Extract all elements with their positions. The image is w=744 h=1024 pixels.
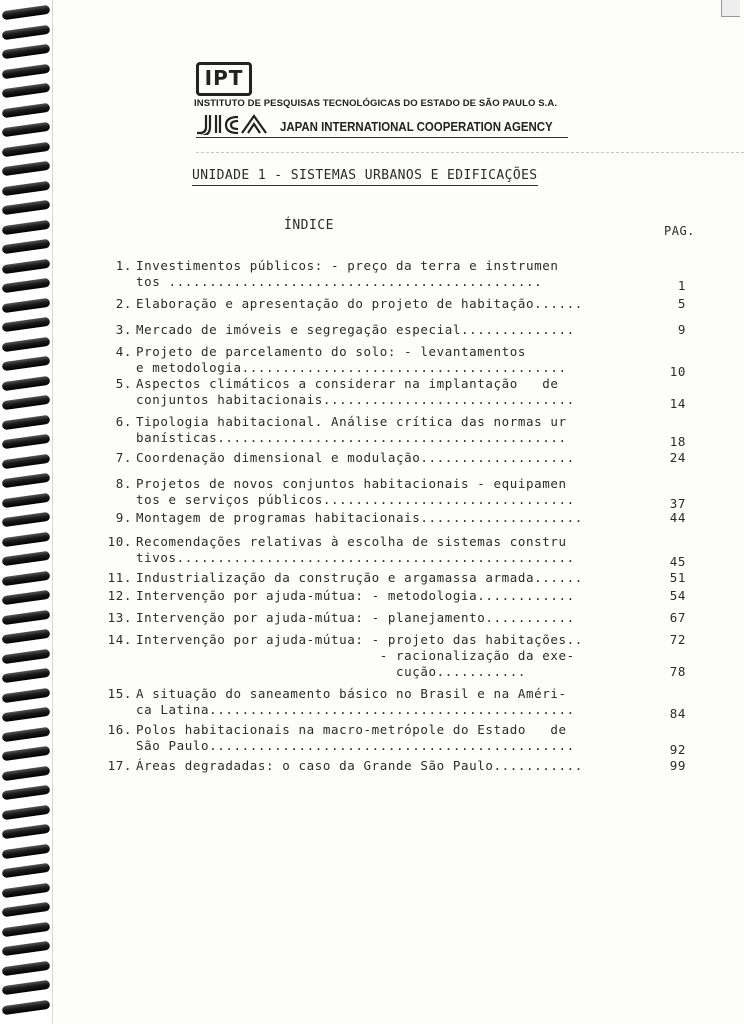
- toc-entry-number: 10.: [107, 534, 132, 549]
- jica-agency-name: JAPAN INTERNATIONAL COOPERATION AGENCY: [280, 119, 553, 134]
- toc-entry-number: 2.: [115, 296, 132, 311]
- binding-coil: [2, 44, 51, 60]
- toc-entry-line: tos e serviços públicos...............................: [136, 492, 575, 507]
- toc-entry-number: 5.: [115, 376, 132, 391]
- binding-coil: [2, 375, 51, 391]
- binding-coil: [2, 239, 51, 255]
- toc-entry-title: [136, 476, 636, 508]
- toc-entry-line: Coordenação dimensional e modulação...................: [136, 450, 575, 465]
- binding-coil: [2, 414, 51, 430]
- binding-coil: [2, 960, 51, 976]
- binding-coil: [2, 492, 51, 508]
- binding-coil: [2, 570, 51, 586]
- binding-coil: [2, 258, 51, 274]
- toc-entry-title: [136, 570, 636, 586]
- binding-coil: [2, 395, 51, 411]
- toc-entry-line: cução...........: [136, 664, 527, 679]
- toc-entry-page: 44: [669, 510, 686, 525]
- toc-entry-number: 15.: [107, 686, 132, 701]
- toc-entry-line: São Paulo.............................................: [136, 738, 575, 753]
- binding-coil: [2, 882, 51, 898]
- toc-entry-title: [136, 450, 636, 466]
- toc-entry-number: 8.: [115, 476, 132, 491]
- toc-entry-title: [136, 722, 636, 754]
- binding-coil: [2, 122, 51, 138]
- toc-entry-title: [136, 414, 636, 446]
- toc-entry-line: A situação do saneamento básico no Brasil e na Améri-: [136, 686, 567, 701]
- toc-entry-number: 9.: [115, 510, 132, 525]
- toc-entry-number: 11.: [107, 570, 132, 585]
- toc-entry-line: Investimentos públicos: - preço da terra e instrumen: [136, 258, 559, 273]
- toc-entry-line: - racionalização da exe-: [136, 648, 575, 663]
- toc-entry-page: 78: [669, 664, 686, 679]
- toc-entry-page: 18: [669, 434, 686, 449]
- toc-entry-title: [136, 632, 636, 680]
- binding-coil: [2, 317, 51, 333]
- toc-entry-title: [136, 588, 636, 604]
- binding-coil: [2, 843, 51, 859]
- binding-coil: [2, 278, 51, 294]
- toc-entry-title: [136, 510, 636, 526]
- toc-entry-title: [136, 322, 636, 338]
- toc-entry-line: Intervenção por ajuda-mútua: - planejamento...........: [136, 610, 575, 625]
- toc-entry-line: Áreas degradadas: o caso da Grande São Paulo...........: [136, 758, 583, 773]
- jica-logo: [196, 113, 272, 135]
- toc-entry-title: [136, 686, 636, 718]
- binding-coil: [2, 941, 51, 957]
- binding-coil: [2, 824, 51, 840]
- binding-coil: [2, 785, 51, 801]
- toc-entry-page: 67: [669, 610, 686, 625]
- toc-entry-title: [136, 758, 636, 774]
- binding-coil: [2, 102, 51, 118]
- page-column-label: PAG.: [664, 224, 695, 238]
- toc-entry-number: 4.: [115, 344, 132, 359]
- unit-title: UNIDADE 1 - SISTEMAS URBANOS E EDIFICAÇÕES: [192, 168, 538, 186]
- page-edge: [52, 0, 53, 1024]
- binding-coil: [2, 434, 51, 450]
- binding-coil: [2, 609, 51, 625]
- binding-coil: [2, 765, 51, 781]
- toc-entry-title: [136, 258, 636, 290]
- binding-coil: [2, 746, 51, 762]
- binding-coil: [2, 902, 51, 918]
- toc-entry-line: Elaboração e apresentação do projeto de habitação......: [136, 296, 583, 311]
- toc-entry-page: 37: [669, 496, 686, 511]
- binding-coil: [2, 453, 51, 469]
- binding-coil: [2, 512, 51, 528]
- toc-entry-line: conjuntos habitacionais...............................: [136, 392, 575, 407]
- binding-coil: [2, 999, 51, 1015]
- toc-entry-page: 72: [669, 632, 686, 647]
- binding-coil: [2, 24, 51, 40]
- binding-coil: [2, 336, 51, 352]
- toc-entry-line: Intervenção por ajuda-mútua: - projeto das habitações..: [136, 632, 583, 647]
- binding-coil: [2, 707, 51, 723]
- toc-entry-line: Tipologia habitacional. Análise crítica das normas ur: [136, 414, 567, 429]
- binding-coil: [2, 161, 51, 177]
- toc-entry-page: 84: [669, 706, 686, 721]
- toc-entry-number: 16.: [107, 722, 132, 737]
- toc-entry-page: 5: [677, 296, 686, 311]
- toc-entry-number: 6.: [115, 414, 132, 429]
- toc-entry-title: [136, 376, 636, 408]
- corner-tab: [721, 0, 740, 17]
- toc-entry-page: 10: [669, 364, 686, 379]
- toc-entry-title: [136, 610, 636, 626]
- binding-coil: [2, 200, 51, 216]
- toc-entry-title: [136, 344, 636, 376]
- binding-coil: [2, 804, 51, 820]
- toc-entry-line: Mercado de imóveis e segregação especial..............: [136, 322, 575, 337]
- toc-entry-page: 45: [669, 554, 686, 569]
- binding-coil: [2, 180, 51, 196]
- toc-entry-number: 7.: [115, 450, 132, 465]
- ipt-logo: IPT: [196, 62, 252, 96]
- toc-entry-line: Projetos de novos conjuntos habitacionais - equipamen: [136, 476, 567, 491]
- header-rule: [196, 137, 568, 138]
- binding-coil: [2, 648, 51, 664]
- toc-entry-page: 14: [669, 396, 686, 411]
- binding-coil: [2, 668, 51, 684]
- toc-entry-title: [136, 296, 636, 312]
- binding-coil: [2, 141, 51, 157]
- toc-entry-line: e metodologia........................................: [136, 360, 567, 375]
- binding-coil: [2, 863, 51, 879]
- toc-entry-page: 24: [669, 450, 686, 465]
- binding-coil: [2, 551, 51, 567]
- binding-coil: [2, 219, 51, 235]
- binding-coil: [2, 629, 51, 645]
- toc-entry-line: Montagem de programas habitacionais....................: [136, 510, 583, 525]
- toc-entry-page: 51: [669, 570, 686, 585]
- binding-coil: [2, 687, 51, 703]
- toc-entry-line: banísticas...........................................: [136, 430, 567, 445]
- toc-entry-page: 92: [669, 742, 686, 757]
- toc-entry-title: [136, 534, 636, 566]
- toc-entry-page: 54: [669, 588, 686, 603]
- ipt-institution-name: INSTITUTO DE PESQUISAS TECNOLÓGICAS DO ESTADO DE SÃO PAULO S.A.: [194, 98, 558, 109]
- toc-entry-line: Aspectos climáticos a considerar na implantação de: [136, 376, 559, 391]
- binding-coil: [2, 980, 51, 996]
- binding-coil: [2, 356, 51, 372]
- toc-entry-page: 9: [677, 322, 686, 337]
- index-title: ÍNDICE: [284, 218, 334, 233]
- toc-entry-page: 1: [677, 278, 686, 293]
- toc-entry-number: 1.: [115, 258, 132, 273]
- toc-entry-number: 12.: [107, 588, 132, 603]
- toc-entry-line: ca Latina.............................................: [136, 702, 575, 717]
- dashed-divider: [196, 152, 744, 153]
- spiral-binding: [0, 0, 56, 1024]
- toc-entry-line: Polos habitacionais na macro-metrópole do Estado de: [136, 722, 567, 737]
- toc-entry-number: 13.: [107, 610, 132, 625]
- binding-coil: [2, 726, 51, 742]
- toc-entry-page: 99: [669, 758, 686, 773]
- toc-entry-line: Recomendações relativas à escolha de sistemas constru: [136, 534, 567, 549]
- binding-coil: [2, 297, 51, 313]
- binding-coil: [2, 531, 51, 547]
- toc-entry-line: tivos.................................................: [136, 550, 575, 565]
- binding-coil: [2, 63, 51, 79]
- toc-entry-number: 3.: [115, 322, 132, 337]
- binding-coil: [2, 5, 51, 21]
- binding-coil: [2, 473, 51, 489]
- toc-entry-line: Projeto de parcelamento do solo: - levantamentos: [136, 344, 527, 359]
- toc-entry-line: tos ..............................................: [136, 274, 543, 289]
- toc-entry-number: 17.: [107, 758, 132, 773]
- binding-coil: [2, 590, 51, 606]
- toc-entry-line: Industrialização da construção e argamassa armada......: [136, 570, 583, 585]
- toc-entry-line: Intervenção por ajuda-mútua: - metodologia............: [136, 588, 575, 603]
- binding-coil: [2, 921, 51, 937]
- toc-entry-number: 14.: [107, 632, 132, 647]
- binding-coil: [2, 83, 51, 99]
